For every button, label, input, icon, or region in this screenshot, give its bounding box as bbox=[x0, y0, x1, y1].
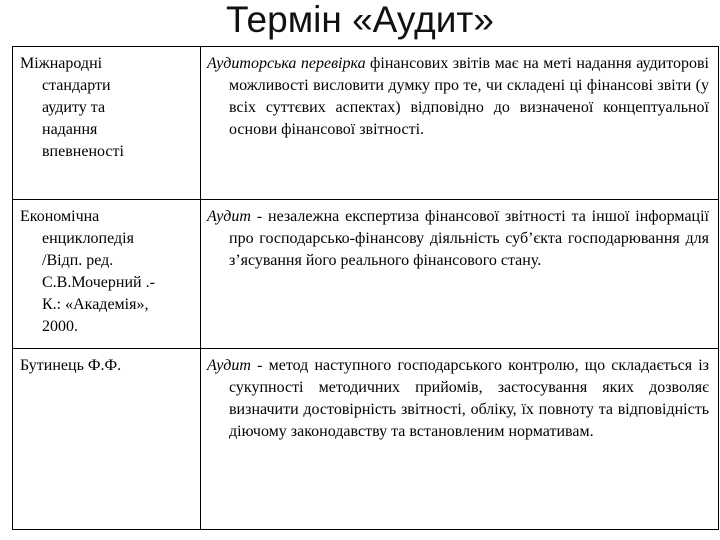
definition-cell bbox=[201, 200, 719, 349]
source-line: Економічна bbox=[20, 208, 100, 225]
source-line: аудиту та bbox=[42, 99, 106, 116]
source-line: 2000. bbox=[42, 318, 78, 335]
source-line: енциклопедія bbox=[42, 230, 134, 247]
page-title: Термін «Аудит» bbox=[226, 0, 494, 40]
term-label: Аудиторська перевірка bbox=[207, 55, 366, 72]
table-row bbox=[13, 349, 719, 530]
source-line: /Відп. ред. bbox=[42, 252, 114, 269]
source-line: стандарти bbox=[42, 77, 111, 94]
source-line: впевненості bbox=[42, 143, 124, 160]
definition-text: фінансових звітів має на меті надання аудиторові можливості висловити думку про те, чи складені ці фінансові звіти (у всіх суттєвих аспектах) відповідно до визначеної концептуальної основи фінансової звітності. bbox=[229, 55, 709, 138]
source-line: Міжнародні bbox=[20, 55, 103, 72]
source-cell bbox=[13, 47, 201, 200]
source-line: Бутинець Ф.Ф. bbox=[20, 357, 122, 374]
term-label: Аудит bbox=[207, 357, 251, 374]
definition-cell bbox=[201, 47, 719, 200]
source-line: С.В.Мочерний .- bbox=[42, 274, 155, 291]
definition-text: - незалежна експертиза фінансової звітності та іншої інформації про господарсько-фінансову діяльність суб’єкта господарювання для з’ясування його реального фінансового стану. bbox=[229, 208, 709, 269]
source-line: надання bbox=[42, 121, 98, 138]
table-row bbox=[13, 200, 719, 349]
source-cell bbox=[13, 200, 201, 349]
definition-text: - метод наступного господарського контролю, що складається із сукупності методичних прийомів, застосування яких дозволяє визначити достовірність звітності, обліку, їх повноту та відповідність діючому законодавству та встановленим нормативам. bbox=[229, 357, 709, 440]
source-cell bbox=[13, 349, 201, 530]
term-label: Аудит bbox=[207, 208, 251, 225]
table-row bbox=[13, 47, 719, 200]
definitions-table bbox=[12, 46, 719, 530]
source-line: К.: «Академія», bbox=[42, 296, 149, 313]
definition-cell bbox=[201, 349, 719, 530]
